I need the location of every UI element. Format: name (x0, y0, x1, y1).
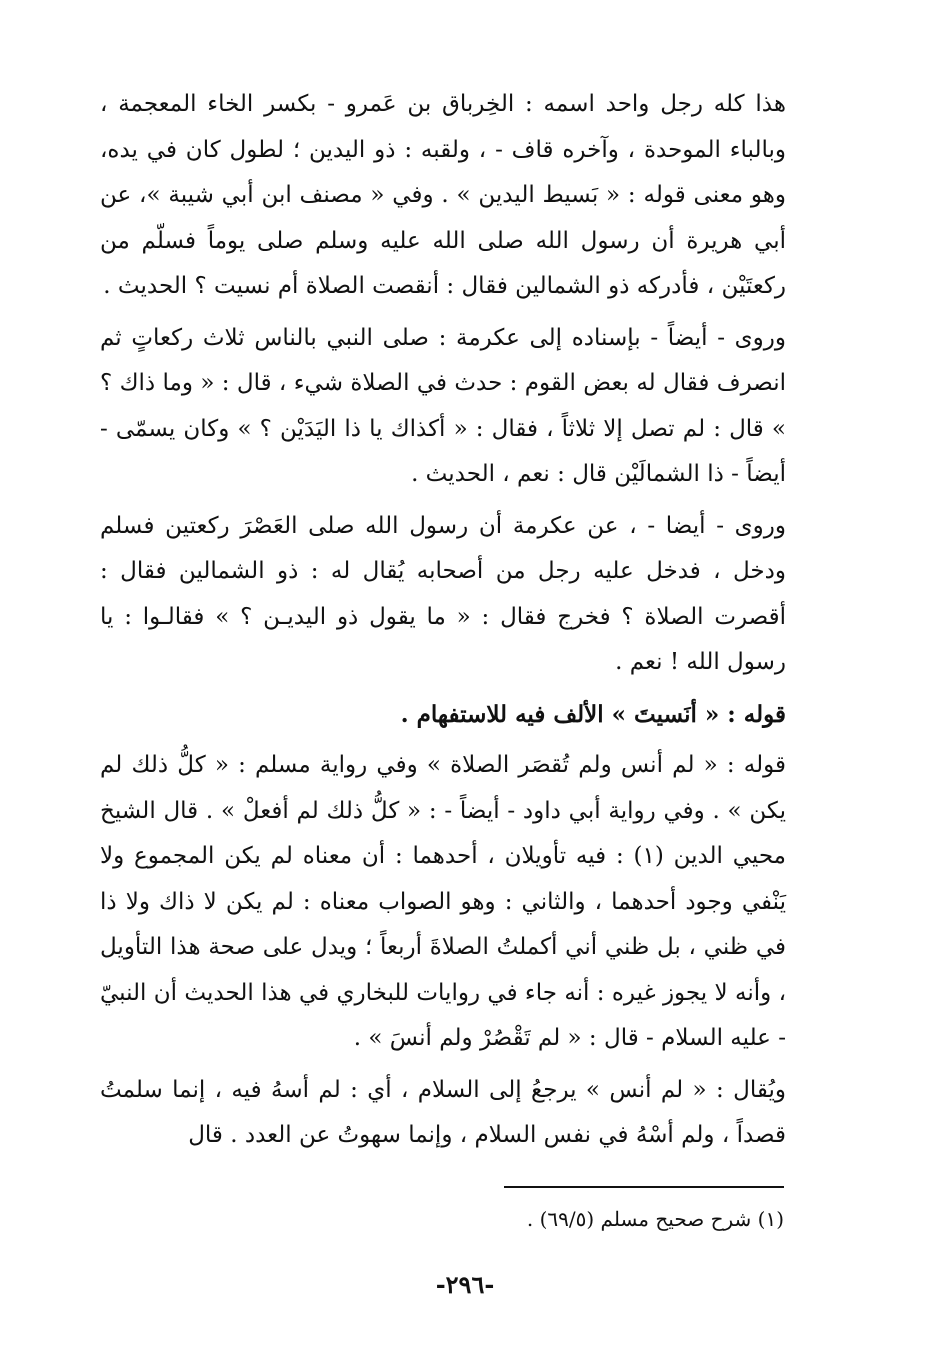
paragraph-6: ويُقال : « لم أنس » يرجعُ إلى السلام ، أي : لم أسهُ فيه ، إنما سلمتُ قصداً ، ولم أسْهُ في نفس السلام ، وإنما سهوتُ عن العدد . قال (100, 1076, 786, 1148)
paragraph-1: هذا كله رجل واحد اسمه : الخِرباق بن عَمرو - بكسر الخاء المعجمة ، وبالباء الموحدة ، وآخره قاف - ، ولقبه : ذو اليدين ؛ لطول كان في يده، وهو معنى قوله : « بَسيط اليدين » . وفي « مصنف ابن أبي شيبة »، عن أبي هريرة أن رسول الله صلى الله عليه وسلم صلى يوماً فسلّم من ركعتَيْن ، فأدركه ذو الشمالين فقال : أنقصت الصلاة أم نسيت ؟ الحديث . (100, 91, 786, 299)
page-body (100, 82, 786, 1159)
footnote-divider (504, 1186, 784, 1188)
page-number: -٢٩٦- (435, 1270, 495, 1299)
paragraph-3: وروى - أيضا - ، عن عكرمة أن رسول الله صلى العَصْرَ ركعتين فسلم ودخل ، فدخل عليه رجل من أصحابه يُقال له : ذو الشمالين فقال : أقصرت الصلاة ؟ فخرج فقال : « ما يقول ذو اليديـن ؟ » فقالـوا : يا رسول الله ! نعم . (100, 512, 786, 675)
paragraph-5: قوله : « لم أنس ولم تُقصَر الصلاة » وفي رواية مسلم : « كلُّ ذلك لم يكن » . وفي رواية أبي داود - أيضاً - : « كلُّ ذلك لم أفعلْ » . قال الشيخ محيي الدين (١) : فيه تأويلان ، أحدهما : أن معناه لم يكن المجموع ولا يَنْفي وجود أحدهما ، والثاني : وهو الصواب معناه : لم يكن لا ذاك ولا ذا في ظني ، بل ظني أني أكملتُ الصلاةَ أربعاً ؛ ويدل على صحة هذا التأويل ، وأنه لا يجوز غيره : أنه جاء في روايات للبخاري في هذا الحديث أن النبيّ - عليه السلام - قال : « لم تَقْصُرْ ولم أنسَ » . (100, 752, 787, 1051)
paragraph-2: وروى - أيضاً - بإسناده إلى عكرمة : صلى النبي بالناس ثلاث ركعاتٍ ثم انصرف فقال له بعض القوم : حدث في الصلاة شيء ، قال : « وما ذاك ؟ » قال : لم تصل إلا ثلاثاً ، فقال : « أكذاك يا ذا اليَدَيْن ؟ » وكان يسمّى - أيضاً - ذا الشمالَيْن قال : نعم ، الحديث . (100, 324, 786, 487)
footnote: (١) شرح صحيح مسلم (٦٩/٥) . (526, 1207, 784, 1231)
paragraph-4: قوله : « أنَسيتَ » الألف فيه للاستفهام . (400, 700, 786, 728)
